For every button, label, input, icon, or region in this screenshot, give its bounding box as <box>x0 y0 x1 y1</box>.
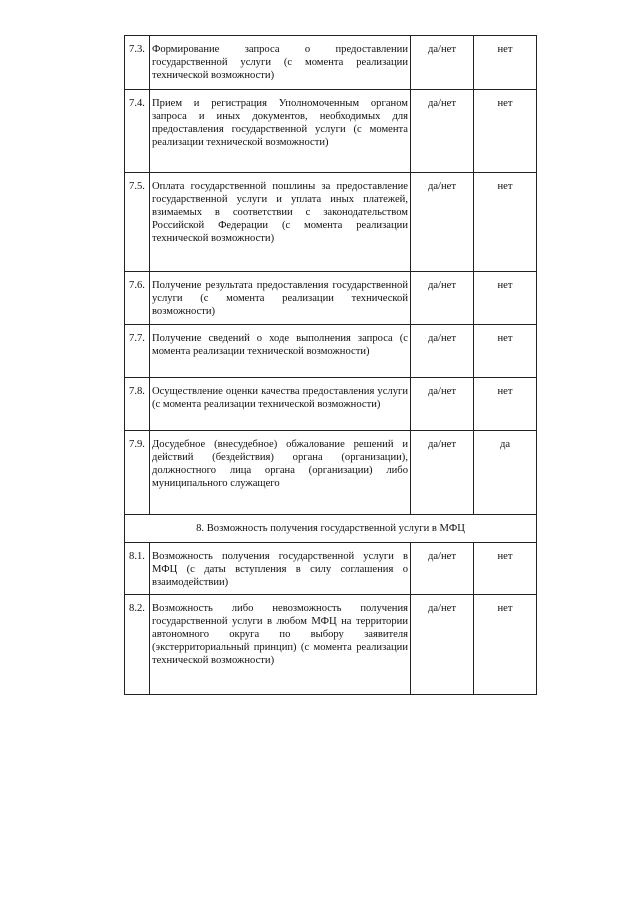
row-number: 7.5. <box>125 173 150 272</box>
row-options: да/нет <box>411 431 474 515</box>
row-description: Досудебное (внесудебное) обжалование решений и действий (бездействия) органа (организации), должностного лица органа (организации) либо муниципального служащего <box>150 431 411 515</box>
row-number: 7.6. <box>125 272 150 325</box>
row-description: Прием и регистрация Уполномоченным органом запроса и иных документов, необходимых для предоставления государственной услуги (с момента реализации технической возможности) <box>150 90 411 173</box>
services-table <box>124 35 537 695</box>
table-row <box>125 173 537 272</box>
row-number: 8.2. <box>125 595 150 695</box>
row-description: Получение сведений о ходе выполнения запроса (с момента реализации технической возможности) <box>150 325 411 378</box>
row-value: нет <box>474 36 537 90</box>
row-description: Получение результата предоставления государственной услуги (с момента реализации технической возможности) <box>150 272 411 325</box>
table-row <box>125 272 537 325</box>
row-options: да/нет <box>411 595 474 695</box>
section-heading-row <box>125 515 537 543</box>
row-number: 7.9. <box>125 431 150 515</box>
table-row <box>125 90 537 173</box>
row-value: нет <box>474 173 537 272</box>
table-row <box>125 325 537 378</box>
row-options: да/нет <box>411 378 474 431</box>
row-value: нет <box>474 378 537 431</box>
row-value: нет <box>474 90 537 173</box>
table-row <box>125 431 537 515</box>
table-row <box>125 543 537 595</box>
row-number: 7.8. <box>125 378 150 431</box>
row-value: нет <box>474 272 537 325</box>
row-value: нет <box>474 595 537 695</box>
row-description: Возможность получения государственной услуги в МФЦ (с даты вступления в силу соглашения о взаимодействии) <box>150 543 411 595</box>
table-row <box>125 595 537 695</box>
row-options: да/нет <box>411 173 474 272</box>
row-value: нет <box>474 325 537 378</box>
row-number: 8.1. <box>125 543 150 595</box>
row-description: Возможность либо невозможность получения государственной услуги в любом МФЦ на территории автономного округа по выбору заявителя (экстерриториальный принцип) (с момента реализации технической возможности) <box>150 595 411 695</box>
row-options: да/нет <box>411 325 474 378</box>
row-description: Формирование запроса о предоставлении государственной услуги (с момента реализации технической возможности) <box>150 36 411 90</box>
row-options: да/нет <box>411 543 474 595</box>
row-value: нет <box>474 543 537 595</box>
row-value: да <box>474 431 537 515</box>
table-row <box>125 378 537 431</box>
table-row <box>125 36 537 90</box>
row-number: 7.7. <box>125 325 150 378</box>
row-number: 7.4. <box>125 90 150 173</box>
row-options: да/нет <box>411 90 474 173</box>
row-description: Осуществление оценки качества предоставления услуги (с момента реализации технической возможности) <box>150 378 411 431</box>
row-options: да/нет <box>411 272 474 325</box>
row-number: 7.3. <box>125 36 150 90</box>
row-options: да/нет <box>411 36 474 90</box>
document-page <box>124 35 516 695</box>
section-heading: 8. Возможность получения государственной услуги в МФЦ <box>125 515 537 543</box>
row-description: Оплата государственной пошлины за предоставление государственной услуги и уплата иных платежей, взимаемых в соответствии с законодательством Российской Федерации (с момента реализации технической возможности) <box>150 173 411 272</box>
